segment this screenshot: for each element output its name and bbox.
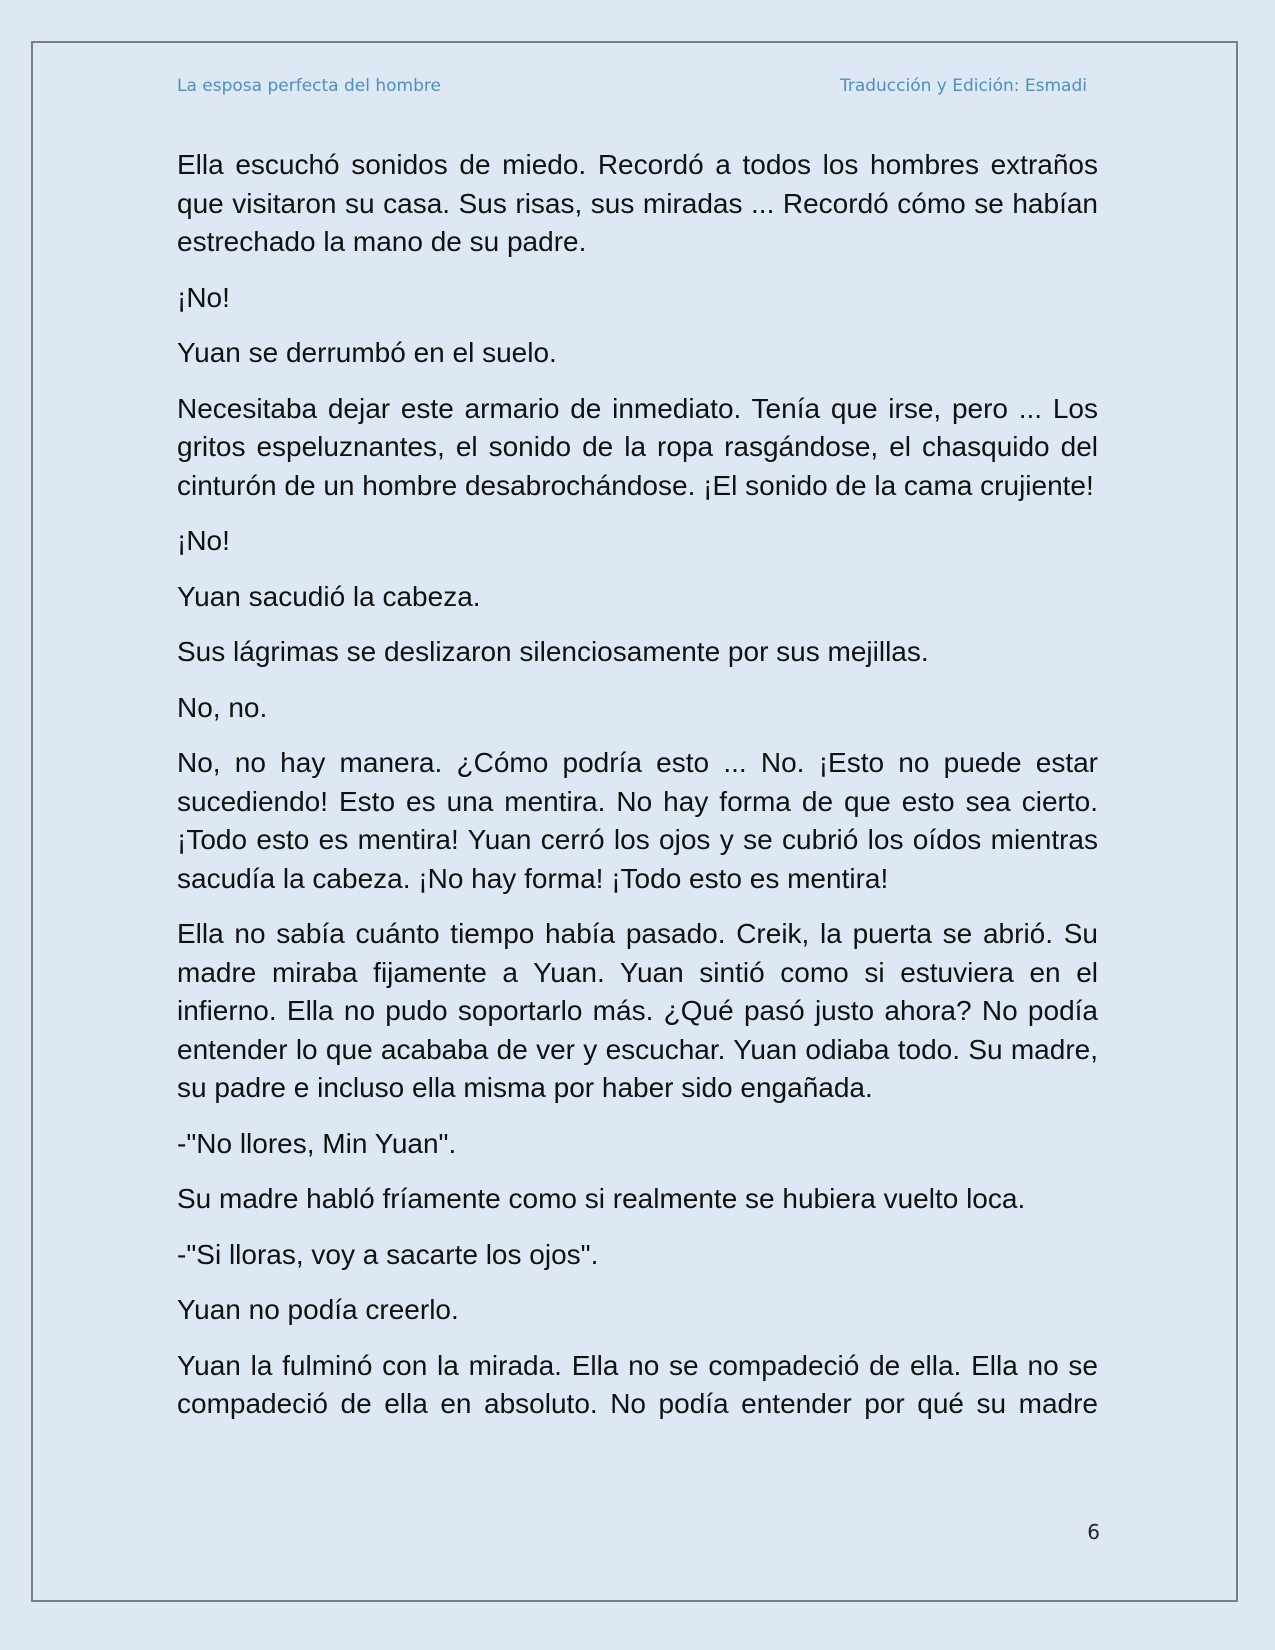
paragraph: -"Si lloras, voy a sacarte los ojos".	[177, 1238, 599, 1270]
paragraph: Su madre habló fríamente como si realmente se hubiera vuelto loca.	[177, 1183, 1026, 1214]
body-text	[177, 146, 1098, 1424]
paragraph: -"No llores, Min Yuan".	[177, 1127, 457, 1159]
paragraph: ¡No!	[177, 281, 230, 313]
page-number: 6	[1087, 1520, 1100, 1544]
paragraph: Necesitaba dejar este armario de inmediato. Tenía que irse, pero ... Los gritos espeluznantes, el sonido de la ropa rasgándose, el chasquido del cinturón de un hombre desabrochándose. ¡El sonido de la cama crujiente!	[177, 392, 1098, 501]
paragraph: Sus lágrimas se deslizaron silenciosamente por sus mejillas.	[177, 636, 929, 667]
paragraph: Yuan se derrumbó en el suelo.	[177, 337, 557, 368]
paragraph: Yuan no podía creerlo.	[177, 1294, 459, 1325]
paragraph: No, no hay manera. ¿Cómo podría esto ... No. ¡Esto no puede estar sucediendo! Esto es una mentira. No hay forma de que esto sea cierto. ¡Todo esto es mentira! Yuan cerró los ojos y se cubrió los oídos mientras sacudía la cabeza. ¡No hay forma! ¡Todo esto es mentira!	[177, 747, 1098, 894]
header-book-title: La esposa perfecta del hombre	[177, 76, 441, 96]
running-header	[177, 74, 1087, 98]
paragraph: ¡No!	[177, 525, 230, 556]
paragraph: No, no.	[177, 691, 268, 723]
paragraph: Ella escuchó sonidos de miedo. Recordó a todos los hombres extraños que visitaron su casa. Sus risas, sus miradas ... Recordó cómo se habían estrechado la mano de su padre.	[177, 149, 1098, 257]
header-translation-credit: Traducción y Edición: Esmadi	[839, 76, 1087, 96]
paragraph-continued: Yuan la fulminó con la mirada. Ella no se compadeció de ella. Ella no se compadeció de ella en absoluto. No podía entender por qué su madre	[177, 1349, 1098, 1419]
paragraph: Yuan sacudió la cabeza.	[177, 580, 481, 612]
paragraph: Ella no sabía cuánto tiempo había pasado. Creik, la puerta se abrió. Su madre miraba fijamente a Yuan. Yuan sintió como si estuviera en el infierno. Ella no pudo soportarlo más. ¿Qué pasó justo ahora? No podía entender lo que acababa de ver y escuchar. Yuan odiaba todo. Su madre, su padre e incluso ella misma por haber sido engañada.	[177, 918, 1098, 1103]
